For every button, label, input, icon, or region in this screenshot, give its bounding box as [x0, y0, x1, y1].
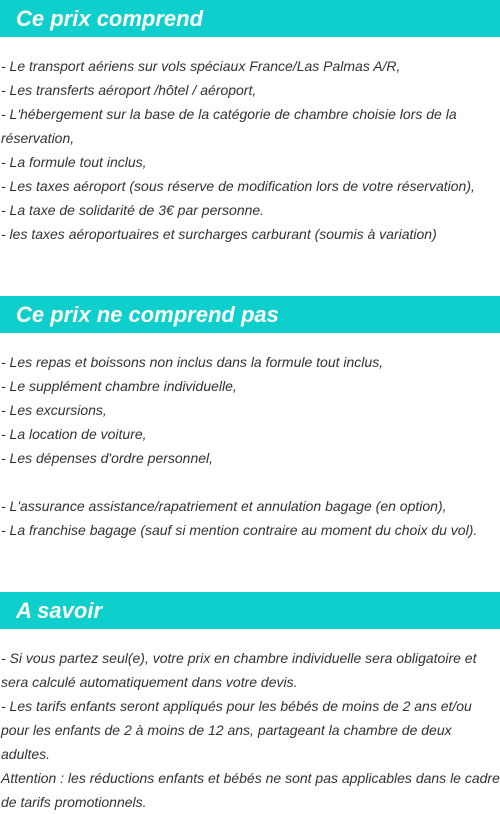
list-item: - Les repas et boissons non inclus dans la formule tout inclus,: [1, 354, 384, 370]
list-item: - Les dépenses d'ordre personnel,: [1, 450, 214, 466]
list-item: - les taxes aéroportuaires et surcharges carburant (soumis à variation): [1, 226, 437, 242]
list-item: - L'assurance assistance/rapatriement et annulation bagage (en option),: [1, 498, 447, 514]
list-item: - La franchise bagage (sauf si mention contraire au moment du choix du vol).: [1, 522, 478, 538]
list-item: - Les tarifs enfants seront appliqués pour les bébés de moins de 2 ans et/ou pour les enfants de 2 à moins de 12 ans, partageant la chambre de deux adultes.: [1, 698, 472, 762]
includes-list: [0, 54, 500, 246]
list-item: - La taxe de solidarité de 3€ par personne.: [1, 202, 265, 218]
list-item: - Les taxes aéroport (sous réserve de modification lors de votre réservation),: [1, 178, 475, 194]
section-title-excludes: Ce prix ne comprend pas: [0, 296, 500, 333]
list-item: - L'hébergement sur la base de la catégorie de chambre choisie lors de la réservation,: [1, 106, 457, 146]
list-item: - Les excursions,: [1, 402, 107, 418]
list-item: - Le transport aériens sur vols spéciaux France/Las Palmas A/R,: [1, 58, 401, 74]
list-item: Attention : les réductions enfants et bébés ne sont pas applicables dans le cadre de tarifs promotionnels.: [1, 770, 500, 810]
list-item: - Le supplément chambre individuelle,: [1, 378, 237, 394]
list-item: - La location de voiture,: [1, 426, 147, 442]
list-item: - Les transferts aéroport /hôtel / aéroport,: [1, 82, 257, 98]
list-item: - La formule tout inclus,: [1, 154, 147, 170]
list-spacer: [1, 470, 500, 494]
section-title-includes: Ce prix comprend: [0, 0, 500, 37]
list-item: - Si vous partez seul(e), votre prix en chambre individuelle sera obligatoire et sera calculé automatiquement dans votre devis.: [1, 650, 477, 690]
excludes-list: [0, 350, 500, 542]
good-to-know-list: [0, 646, 500, 814]
section-title-good-to-know: A savoir: [0, 592, 500, 629]
